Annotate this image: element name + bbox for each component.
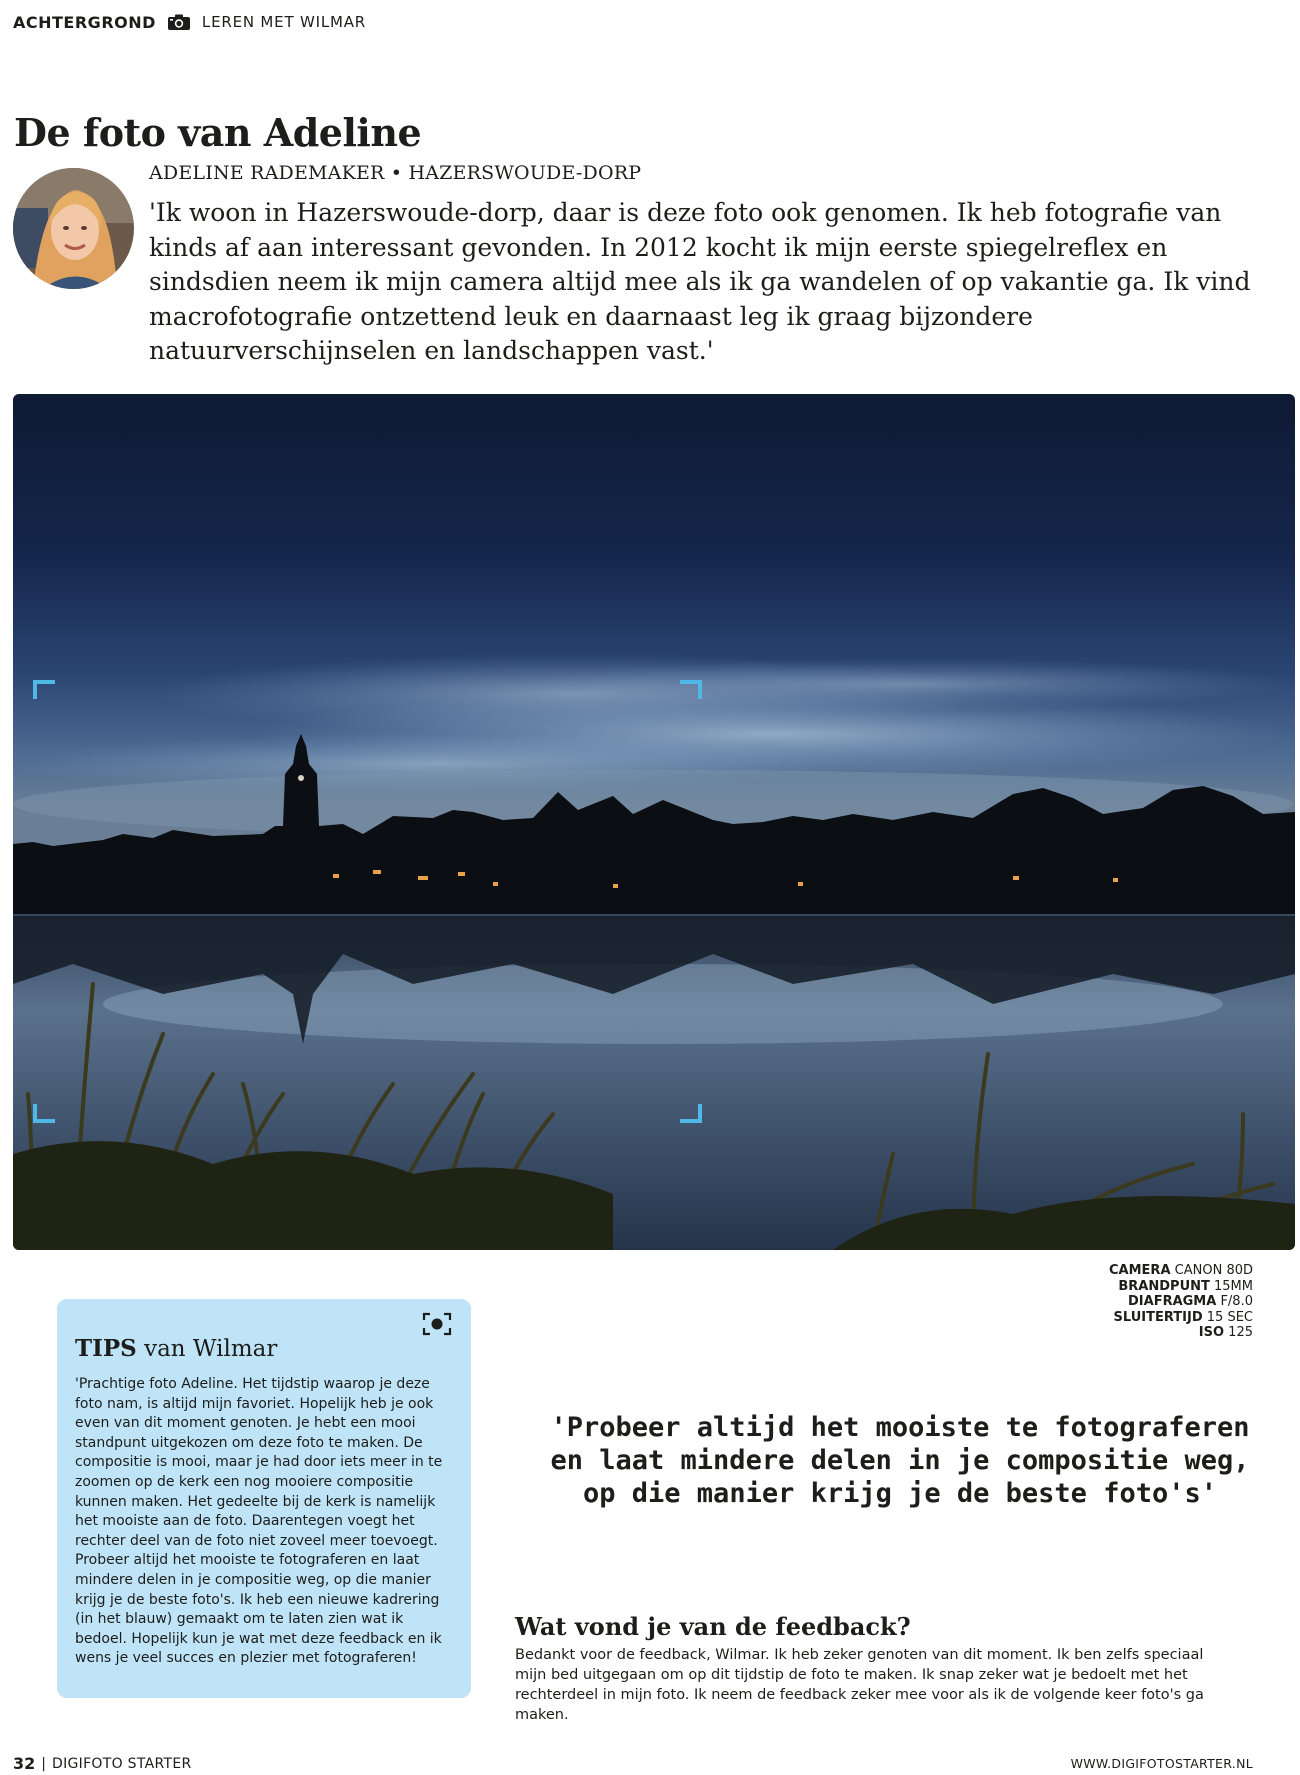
exif-info <box>1109 1263 1253 1341</box>
camera-icon <box>168 14 190 30</box>
exif-row: SLUITERTIJD 15 SEC <box>1113 1309 1253 1325</box>
tips-body: 'Prachtige foto Adeline. Het tijdstip waarop je deze foto nam, is altijd mijn favoriet. Hopelijk heb je ook even van dit moment genoten. Je hebt een mooi standpunt uitgekozen om deze foto te maken. De compositie is mooi, maar je had door iets meer in te zoomen op de kerk een nog mooiere compositie kunnen maken. Het gedeelte bij de kerk is namelijk het mooiste aan de foto. Daarentegen voegt het rechter deel van de foto niet zoveel meer toevoegt. Probeer altijd het mooiste te fotograferen en laat mindere delen in je compositie weg, op die manier krijg je de beste foto's. Ik heb een nieuwe kadrering (in het blauw) gemaakt om te laten zien wat ik bedoel. Hopelijk kun je wat met deze feedback en ik wens je veel succes en plezier met fotograferen! <box>75 1376 443 1667</box>
author-avatar <box>13 168 134 289</box>
exif-row: BRANDPUNT 15MM <box>1118 1278 1253 1294</box>
section-label: ACHTERGROND <box>13 12 156 32</box>
exif-row: CAMERA CANON 80D <box>1109 1263 1253 1278</box>
intro-text: 'Ik woon in Hazerswoude-dorp, daar is deze foto ook genomen. Ik heb fotografie van kinds af aan interessant gevonden. In 2012 kocht ik mijn eerste spiegelreflex en sindsdien neem ik mijn camera altijd mee als ik ga wandelen of op vakantie ga. Ik vind macrofotografie ontzettend leuk en daarnaast leg ik graag bijzondere natuurverschijnselen en landschappen vast.' <box>149 198 1251 365</box>
exif-row: DIAFRAGMA F/8.0 <box>1128 1294 1253 1309</box>
article-title: De foto van Adeline <box>14 110 422 155</box>
website-url: WWW.DIGIFOTOSTARTER.NL <box>1070 1756 1253 1771</box>
magazine-name: DIGIFOTO STARTER <box>51 1755 192 1772</box>
page-number: 32 <box>13 1754 36 1773</box>
page-header <box>13 11 366 33</box>
tips-box <box>57 1299 471 1698</box>
subsection-label: LEREN MET WILMAR <box>201 13 367 31</box>
feedback-body: Bedankt voor de feedback, Wilmar. Ik heb zeker genoten van dit moment. Ik ben zelfs speciaal mijn bed uitgegaan om op dit tijdstip de foto te maken. Ik snap zeker wat je bedoelt met het rechterdeel in mijn foto. Ik neem de feedback zeker mee voor als ik de volgende keer foto's ga maken. <box>515 1647 1204 1723</box>
pull-quote: 'Probeer altijd het mooiste te fotograferen en laat mindere delen in je compositie weg, op die manier krijg je de beste foto's' <box>550 1412 1250 1509</box>
exif-row: ISO 125 <box>1198 1325 1253 1340</box>
page-footer <box>13 1754 192 1773</box>
tips-title: TIPS van Wilmar <box>75 1335 278 1362</box>
author-byline: ADELINE RADEMAKER • HAZERSWOUDE-DORP <box>149 162 642 184</box>
featured-photo <box>13 394 1295 1250</box>
feedback-title: Wat vond je van de feedback? <box>515 1612 911 1641</box>
focus-icon <box>422 1312 452 1336</box>
footer-separator: | <box>41 1755 46 1772</box>
